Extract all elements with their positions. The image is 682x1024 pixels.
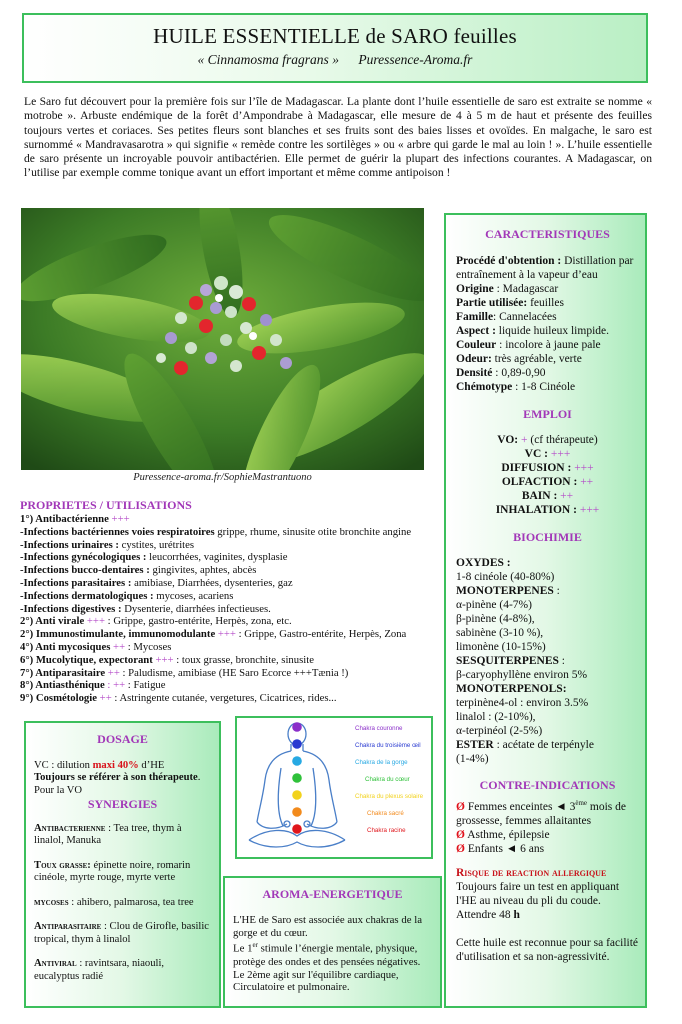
caracteristique-row: Odeur: très agréable, verte [456, 353, 582, 365]
biochimie-line: α-pinène (4-7%) [456, 599, 532, 611]
forbidden-icon: Ø [456, 828, 465, 841]
propriete-item: -Infections digestives : Dysenterie, diarrhées infectieuses. [20, 602, 271, 615]
caracteristique-row: Origine : Madagascar [456, 283, 559, 295]
aroma-energetique-panel [223, 876, 442, 1008]
saro-photo [21, 208, 424, 470]
caracteristique-row: Famille: Cannelacées [456, 311, 557, 323]
propriete-item: 9°) Cosmétologie ++ : Astringente cutanée, vergetures, Cicatrices, rides... [20, 692, 337, 705]
emploi-row: BAIN : ++ [521, 490, 574, 502]
synergie-item: Antiviral : ravintsara, niaouli, eucalyptus radié [34, 958, 165, 982]
title-banner [22, 13, 648, 83]
biochimie-line: 1-8 cinéole (40-80%) [456, 571, 555, 583]
aroma-p3: Le 2ème agit sur l'équilibre cardiaque, Circulatoire et pulmonaire. [233, 968, 399, 994]
synergie-item: mycoses : ahibero, palmarosa, tea tree [34, 896, 194, 908]
aroma-p1: L'HE de Saro est associée aux chakras de la gorge et du cœur. [233, 913, 423, 939]
propriete-item: 1°) Antibactérienne +++ [20, 513, 130, 525]
biochimie-line: MONOTERPENES : [456, 585, 560, 597]
saro-plant-illustration [21, 208, 424, 470]
chakra-dot [292, 722, 302, 732]
aroma-p2: Le 1er stimule l’énergie mentale, physique, protège des ondes et des pensées négatives. [233, 941, 421, 968]
intro-paragraph: Le Saro fut découvert pour la première fois sur l’île de Madagascar. La plante dont l’huile essentielle de saro est extraite se nomme « motrobe ». Arbuste endémique de la forêt d’Ampondrabe à Madagascar, elle mesure de 4 à 5 m de haut et présente des feuilles toujours vertes et coriaces. Ses petites fleurs sont blanches et ses fruits sont des baies lisses et ovoïdes. En malgache, le saro est surnommé « Mandravasarotra » qui signifie « remède contre les sortilèges » ou « arbre qui garde le mal au loin ! ». L’huile essentielle de saro présente un incroyable pouvoir antibactérien. Elle permet de guérir la plupart des infections courantes. A Madagascar, on l’utilise par exemple comme tonique avant un effort important et même comme antipoison ! [24, 95, 652, 180]
subtitle [24, 52, 646, 68]
dosage-panel [24, 721, 221, 1008]
emploi-heading: EMPLOI [523, 407, 572, 421]
caracteristique-row: Densité : 0,89-0,90 [456, 367, 546, 379]
synergies-list [34, 823, 211, 984]
chakra-label: Chakra du plexus solaire [355, 793, 424, 800]
emploi-list [456, 433, 639, 517]
forbidden-icon: Ø [456, 842, 465, 855]
aroma-heading: AROMA-ENERGETIQUE [262, 887, 403, 901]
chakra-diagram [237, 718, 431, 857]
chakra-dot [292, 756, 302, 766]
propriete-item: 4°) Anti mycosiques ++ : Mycoses [20, 640, 172, 653]
synergie-item: Antibacterienne : Tea tree, thym à linalol, Manuka [34, 822, 182, 846]
biochimie-line: (1-4%) [456, 753, 489, 765]
chakra-label: Chakra sacré [367, 810, 404, 817]
biochimie-line: α-terpinéol (2-5%) [456, 725, 543, 737]
allergie-heading: Risque de reaction allergique [456, 866, 607, 879]
contre-indication-item: Ø Enfants ◄ 6 ans [456, 842, 545, 855]
emploi-row: INHALATION : +++ [495, 504, 600, 516]
chakra-label: Chakra couronne [355, 725, 403, 732]
page-title: HUILE ESSENTIELLE de SARO feuilles [153, 24, 517, 48]
biochimie-list [456, 556, 639, 766]
caracteristique-row: Couleur : incolore à jaune pale [456, 339, 601, 351]
biochimie-line: SESQUITERPENES : [456, 655, 565, 667]
chakra-dot [292, 773, 302, 783]
propriete-item: -Infections dermatologiques : mycoses, acariens [20, 589, 234, 602]
chakra-label: Chakra du cœur [365, 776, 410, 783]
propriete-item: -Infections urinaires : cystites, urétrites [20, 538, 195, 551]
chakra-label: Chakra de la gorge [355, 759, 408, 766]
propriete-item: 8°) Antiasthénique : ++ : Fatigue [20, 679, 166, 692]
emploi-row: OLFACTION : ++ [501, 476, 594, 488]
biochimie-line: MONOTERPENOLS: [456, 683, 567, 695]
propriete-item: -Infections bucco-dentaires : gingivites, aphtes, abcès [20, 564, 257, 577]
caracteristiques-list [456, 254, 639, 394]
contre-indications-list [456, 796, 639, 856]
emploi-row: VO: + (cf thérapeute) [497, 434, 598, 446]
emploi-row: VC : +++ [524, 448, 571, 460]
right-info-panel [444, 213, 647, 1008]
chakra-marks [292, 722, 423, 834]
propriete-item: 6°) Mucolytique, expectorant +++ : toux grasse, bronchite, sinusite [20, 653, 314, 666]
forbidden-icon: Ø [456, 800, 465, 813]
biochimie-line: sabinène (3-10 %), [456, 627, 544, 639]
chakra-dot [292, 807, 302, 817]
biochimie-line: terpinène4-ol : environ 3.5% [456, 697, 589, 709]
propriete-item: 2°) Immunostimulante, immunomodulante +++ : Grippe, Gastro-entérite, Herpès, Zona [20, 628, 407, 641]
contre-indication-item: Ø Asthme, épilepsie [456, 828, 550, 841]
dosage-heading: DOSAGE [97, 732, 148, 746]
biochimie-line: OXYDES : [456, 557, 511, 569]
photo-caption: Puressence-aroma.fr/SophieMastrantuono [133, 472, 312, 483]
chakra-dot [292, 739, 302, 749]
allergie-text: Toujours faire un test en appliquant l'HE au niveau du pli du coude. Attendre 48 h [456, 880, 620, 921]
chakra-dot [292, 790, 302, 800]
propriete-item: -Infections parasitaires : amibiase, Diarrhées, dysenteries, gaz [20, 576, 293, 589]
biochimie-line: linalol : (2-10%), [456, 711, 536, 723]
dosage-line-1: VC : dilution maxi 40% d’HE [34, 759, 165, 771]
caracteristiques-heading: CARACTERISTIQUES [485, 227, 610, 241]
contre-indication-item: Ø Femmes enceintes ◄ 3ème mois de grossesse, femmes allaitantes [456, 799, 626, 827]
propriete-item: -Infections gynécologiques : leucorrhées, vaginites, dysplasie [20, 551, 288, 564]
chakra-dot [292, 824, 302, 834]
propriete-item: -Infections bactériennes voies respiratoires grippe, rhume, sinusite otite bronchite angine [20, 525, 412, 538]
caracteristique-row: Aspect : liquide huileux limpide. [456, 325, 609, 337]
caracteristique-row: Chémotype : 1-8 Cinéole [456, 381, 576, 393]
propriete-item: 2°) Anti virale +++ : Grippe, gastro-entérite, Herpès, zona, etc. [20, 615, 292, 628]
dosage-line-2: Toujours se référer à son thérapeute. [34, 772, 201, 783]
proprietes-heading: PROPRIETES / UTILISATIONS [20, 498, 192, 512]
biochimie-line: β-caryophyllène environ 5% [456, 669, 588, 681]
biochimie-heading: BIOCHIMIE [513, 530, 582, 544]
latin-name: « Cinnamosma fragrans » [197, 52, 339, 67]
caracteristique-row: Partie utilisée: feuilles [456, 297, 564, 309]
biochimie-line: limonène (10-15%) [456, 641, 546, 653]
proprietes-list [20, 513, 440, 705]
synergie-item: Toux grasse: épinette noire, romarin cinéole, myrte rouge, myrte verte [34, 859, 191, 883]
chakra-label: Chakra du troisième œil [355, 742, 421, 749]
synergie-item: Antiparasitaire : Clou de Girofle, basilic tropical, thym à linalol [34, 921, 209, 945]
chakra-label: Chakra racine [367, 827, 406, 834]
source-site: Puressence-Aroma.fr [358, 52, 473, 67]
propriete-item: 7°) Antiparasitaire ++ : Paludisme, amibiase (HE Saro Ecorce +++Tænia !) [20, 666, 349, 679]
caracteristique-row: Procédé d'obtention : Distillation par entraînement à la vapeur d’eau [456, 255, 634, 281]
synergies-heading: SYNERGIES [87, 797, 158, 811]
contre-indications-heading: CONTRE-INDICATIONS [479, 778, 616, 792]
dosage-line-3: Pour la VO [34, 784, 83, 796]
emploi-row: DIFFUSION : +++ [501, 462, 594, 474]
chakra-figure [235, 716, 433, 859]
biochimie-line: ESTER : acétate de terpényle [456, 739, 594, 751]
allergie-note: Cette huile est reconnue pour sa facilité d'utilisation et sa non-agressivité. [456, 936, 639, 963]
biochimie-line: β-pinène (4-8%), [456, 613, 535, 625]
